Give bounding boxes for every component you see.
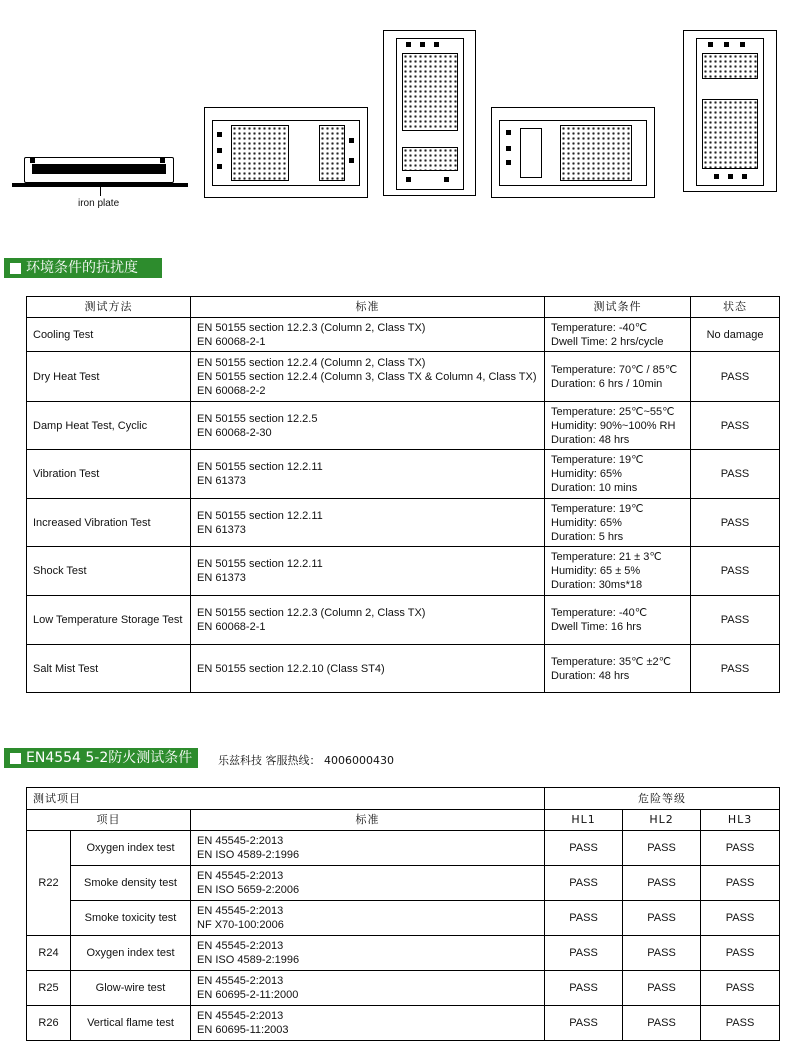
env-conditions-cell [545,645,691,693]
fire-item-cell: Oxygen index test [71,831,191,866]
front-view-horizontal-alt [491,107,655,198]
cell-line: EN 50155 section 12.2.4 (Column 3, Class TX & Column 4, Class TX) [197,370,537,383]
cell-line: EN 61373 [197,572,246,584]
env-conditions-cell [545,318,691,352]
fire-result-cell-hl2: PASS [623,866,701,901]
cell-line: Temperature: 35℃ ±2℃ [551,655,672,668]
cell-line: Humidity: 65% [551,516,622,529]
fire-section-title: EN4554 5-2防火测试条件 [26,750,193,766]
cell-line: Duration: 5 hrs [551,530,624,543]
fire-group-code-cell: R24 [27,936,71,971]
cell-line: EN 61373 [197,523,246,536]
fire-section-header [4,748,198,768]
env-table-header [27,297,780,318]
env-status-cell: PASS [691,450,780,499]
cell-line: EN 50155 section 12.2.11 [197,509,323,522]
env-conditions-cell [545,596,691,645]
env-method-cell: Salt Mist Test [27,645,191,693]
fire-result-cell-hl3: PASS [701,936,780,971]
fire-header-test-items: 测试项目 [27,788,545,810]
fire-group-code-cell: R26 [27,1006,71,1041]
env-method-cell: Damp Heat Test, Cyclic [27,402,191,450]
fire-result-cell-hl1: PASS [545,901,623,936]
env-conditions-cell [545,402,691,450]
cell-line: Duration: 30ms*18 [551,579,643,591]
fire-standard-cell [191,936,545,971]
cell-line: EN 45545-2:2013 [197,1010,284,1022]
cell-line: Temperature: -40℃ [551,321,648,334]
env-table-row [27,547,780,596]
cell-line: EN 60695-2-11:2000 [197,989,299,1001]
env-status-cell: PASS [691,352,780,402]
fire-item-cell: Glow-wire test [71,971,191,1006]
fire-header-hazard-level: 危险等级 [545,788,780,810]
fire-standard-cell [191,971,545,1006]
cell-line: EN 45545-2:2013 [197,905,284,917]
fire-result-cell-hl2: PASS [623,971,701,1006]
fire-header-item: 项目 [27,810,191,831]
fire-header-hl3: HL3 [701,810,780,831]
cell-line: Temperature: -40℃ [551,607,648,619]
cell-line: NF X70-100:2006 [197,919,284,931]
fire-item-cell: Vertical flame test [71,1006,191,1041]
env-standard-cell [191,450,545,499]
env-standard-cell [191,547,545,596]
fire-table-row [27,866,780,901]
cell-line: Humidity: 65% [551,468,622,480]
fire-group-code-cell: R22 [27,831,71,936]
cell-line: EN 60695-11:2003 [197,1024,289,1036]
cell-line: EN ISO 4589-2:1996 [197,954,300,966]
fire-result-cell-hl1: PASS [545,1006,623,1041]
env-header-status: 状态 [691,297,780,318]
cell-line: EN 50155 section 12.2.3 (Column 2, Class TX) [197,321,426,334]
env-table-row [27,645,780,693]
env-status-cell: PASS [691,596,780,645]
fire-test-table [26,787,780,1041]
cell-line: Dwell Time: 2 hrs/cycle [551,335,664,348]
fire-item-cell: Smoke toxicity test [71,901,191,936]
env-status-cell: No damage [691,318,780,352]
fire-group-code-cell: R25 [27,971,71,1006]
env-conditions-cell [545,547,691,596]
cell-line: Dwell Time: 16 hrs [551,621,642,633]
fire-header-standard: 标准 [191,810,545,831]
fire-header-hl1: HL1 [545,810,623,831]
cell-line: Duration: 10 mins [551,482,638,494]
env-method-cell: Dry Heat Test [27,352,191,402]
section-marker-icon [10,263,21,274]
env-method-cell: Vibration Test [27,450,191,499]
fire-table-header-top [27,788,780,810]
fire-result-cell-hl3: PASS [701,1006,780,1041]
env-method-cell: Shock Test [27,547,191,596]
fire-result-cell-hl2: PASS [623,901,701,936]
cell-line: EN 45545-2:2013 [197,975,284,987]
env-section-header [4,258,162,278]
section-marker-icon [10,753,21,764]
env-standard-cell [191,352,545,402]
fire-result-cell-hl1: PASS [545,831,623,866]
env-table-row [27,450,780,499]
fire-table-row [27,971,780,1006]
env-method-cell: Cooling Test [27,318,191,352]
env-standard-cell [191,645,545,693]
cell-line: EN ISO 5659-2:2006 [197,884,300,896]
front-view-vertical-alt [683,30,777,192]
fire-table-row [27,1006,780,1041]
fire-standard-cell [191,901,545,936]
cell-line: EN 50155 section 12.2.10 (Class ST4) [197,662,385,675]
cell-line: Duration: 48 hrs [551,669,630,682]
env-conditions-cell [545,352,691,402]
fire-result-cell-hl2: PASS [623,936,701,971]
env-table-row [27,596,780,645]
env-status-cell: PASS [691,645,780,693]
fire-standard-cell [191,866,545,901]
fire-result-cell-hl3: PASS [701,831,780,866]
env-header-standard: 标准 [191,297,545,318]
env-conditions-cell [545,450,691,499]
cell-line: EN 45545-2:2013 [197,940,284,952]
fire-standard-cell [191,831,545,866]
fire-result-cell-hl2: PASS [623,831,701,866]
env-section-title: 环境条件的抗扰度 [26,260,138,276]
env-status-cell: PASS [691,499,780,547]
cell-line: Temperature: 19℃ [551,454,644,466]
company-hotline-note: 乐兹科技 客服热线： 4006000430 [218,754,394,767]
env-standard-cell [191,499,545,547]
cell-line: Duration: 6 hrs / 10min [551,377,663,390]
fire-header-hl2: HL2 [623,810,701,831]
cell-line: EN 50155 section 12.2.11 [197,461,323,473]
env-header-method: 测试方法 [27,297,191,318]
cell-line: Humidity: 65 ± 5% [551,565,641,577]
env-standard-cell [191,318,545,352]
fire-table-row [27,831,780,866]
env-method-cell: Low Temperature Storage Test [27,596,191,645]
env-status-cell: PASS [691,547,780,596]
fire-table-row [27,901,780,936]
fire-result-cell-hl1: PASS [545,866,623,901]
fire-result-cell-hl1: PASS [545,936,623,971]
env-method-cell: Increased Vibration Test [27,499,191,547]
cell-line: Temperature: 25℃~55℃ [551,405,675,418]
fire-standard-cell [191,1006,545,1041]
cell-line: EN 60068-2-2 [197,384,266,397]
fire-result-cell-hl3: PASS [701,866,780,901]
cell-line: EN 45545-2:2013 [197,870,284,882]
cell-line: Temperature: 19℃ [551,502,644,515]
cell-line: EN ISO 4589-2:1996 [197,849,300,861]
fire-result-cell-hl3: PASS [701,971,780,1006]
cell-line: EN 60068-2-30 [197,426,272,439]
cell-line: Duration: 48 hrs [551,433,630,446]
iron-plate-label: iron plate [78,198,120,209]
env-table-row [27,352,780,402]
fire-result-cell-hl2: PASS [623,1006,701,1041]
fire-table-row [27,936,780,971]
cell-line: EN 45545-2:2013 [197,835,284,847]
fire-table-header-sub [27,810,780,831]
env-standard-cell [191,402,545,450]
cell-line: EN 61373 [197,475,246,487]
env-table-row [27,499,780,547]
cell-line: EN 50155 section 12.2.3 (Column 2, Class TX) [197,607,426,619]
cell-line: EN 50155 section 12.2.5 [197,412,318,425]
cell-line: EN 60068-2-1 [197,335,266,348]
fire-item-cell: Smoke density test [71,866,191,901]
env-table-row [27,402,780,450]
cell-line: Humidity: 90%~100% RH [551,419,676,432]
fire-item-cell: Oxygen index test [71,936,191,971]
cell-line: EN 50155 section 12.2.4 (Column 2, Class TX) [197,356,426,369]
env-status-cell: PASS [691,402,780,450]
env-header-conditions: 测试条件 [545,297,691,318]
cell-line: EN 60068-2-1 [197,621,266,633]
env-conditions-cell [545,499,691,547]
fire-result-cell-hl3: PASS [701,901,780,936]
front-view-vertical [383,30,476,196]
cell-line: EN 50155 section 12.2.11 [197,558,323,570]
fire-result-cell-hl1: PASS [545,971,623,1006]
env-standard-cell [191,596,545,645]
env-test-table [26,296,780,693]
cell-line: Temperature: 70℃ / 85℃ [551,363,678,376]
env-table-row [27,318,780,352]
cell-line: Temperature: 21 ± 3℃ [551,551,662,563]
front-view-horizontal [204,107,368,198]
